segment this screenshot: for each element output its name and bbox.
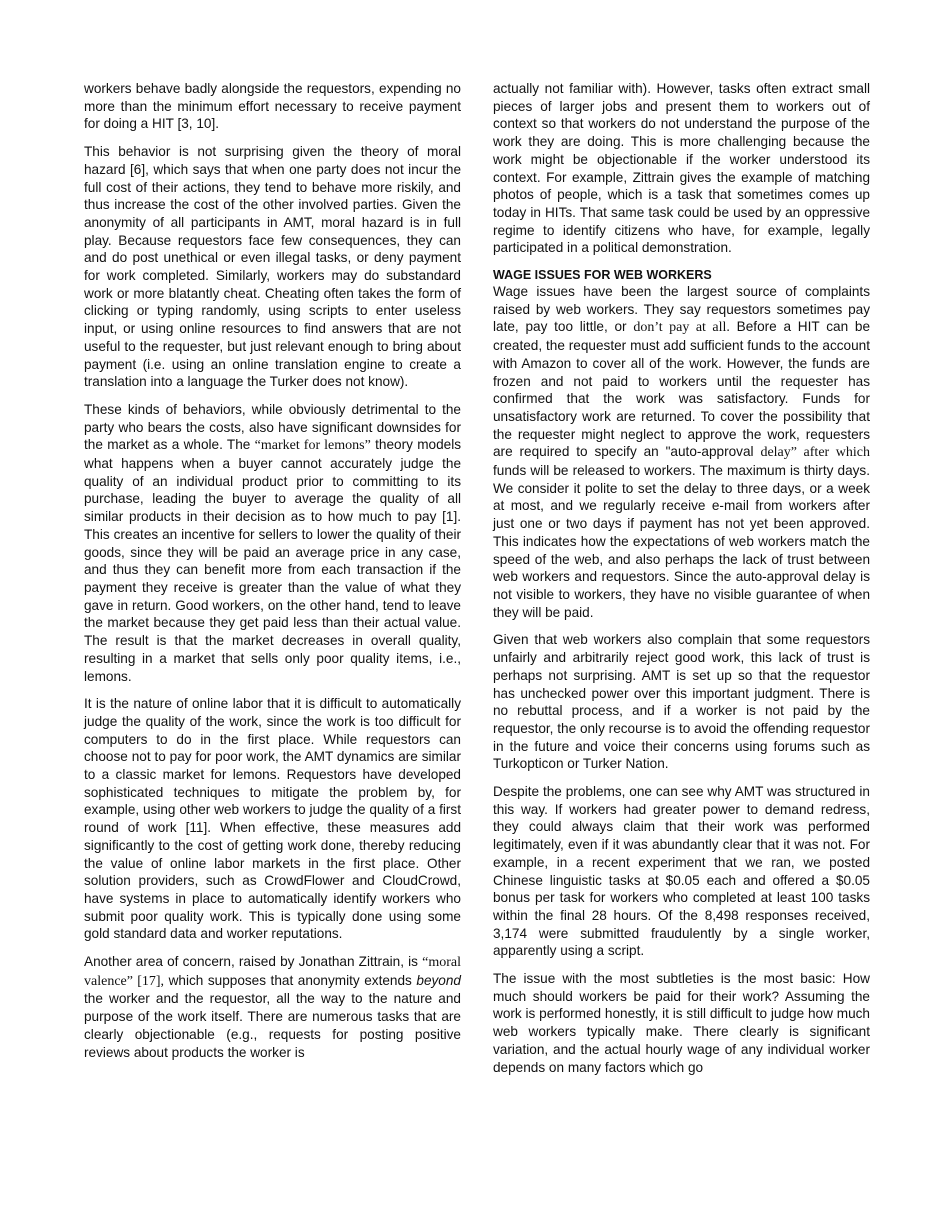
section-heading: WAGE ISSUES FOR WEB WORKERS <box>493 268 712 283</box>
paragraph: This behavior is not surprising given the theory of moral hazard [6], which says that when one party does not incur the full cost of their actions, they tend to behave more riskily, and thus increase the cost of the other involved parties. Given the anonymity of all participants in AMT, moral hazard is in full play. Because requestors face few consequences, they can and do post unethical or even illegal tasks, or deny payment for work completed. Similarly, workers may do substandard work or more blatantly cheat. Cheating often takes the form of clicking or typing randomly, using scripts to enter useless input, or using online resources to find answers that are not useful to the requester, but just relevant enough to bring about payment (i.e. using an online translation engine to create a translation into a language the Turker does not know). <box>84 144 461 390</box>
paragraph: actually not familiar with). However, tasks often extract small pieces of larger jobs and present them to workers out of context so that workers do not understand the purpose of the work they are doing. This is more challenging because the work might be objectionable if the worker understood its context. For example, Zittrain gives the example of matching photos of people, which is a task that sometimes comes up today in HITs. That same task could be used by an oppressive regime to identify citizens who have, for example, legally participated in a political demonstration. <box>493 81 870 256</box>
text-run: the worker and the requestor, all the way to the nature and purpose of the work itself. There are numerous tasks that are clearly objectionable (e.g., requests for posting positive reviews about products the worker is <box>84 991 461 1060</box>
text-run: theory models what happens when a buyer cannot accurately judge the quality of an individual product prior to committing to its purchase, leading the buyer to average the quality of all similar products in their decision as to how much to pay [1]. This creates an incentive for sellers to lower the quality of their goods, since they will be paid an average price in any case, and thus they can benefit more from each transaction if the payment they receive is greater than the value of what they gave in return. Good workers, on the other hand, tend to leave the market because they get paid less than their actual value. The result is that the market decreases in overall quality, resulting in a market that sells only poor quality items, i.e., lemons. <box>84 437 462 684</box>
text-run: don’t pay at all. <box>633 320 730 336</box>
paragraph: It is the nature of online labor that it is difficult to automatically judge the quality of the work, since the work is too difficult for computers to do in the first place. While requestors can choose not to pay for poor work, the AMT dynamics are similar to a classic market for lemons. Requestors have developed sophisticated techniques to mitigate the problem by, for example, using other web workers to judge the quality of a first round of work [11]. When effective, these measures add significantly to the cost of getting work done, thereby reducing the value of online labor markets in the first place. Other solution providers, such as CrowdFlower and CloudCrowd, have systems in place to automatically identify workers who submit poor quality work. This is typically done using some gold standard data and worker reputations. <box>84 696 461 942</box>
right-column <box>493 80 870 1086</box>
paragraph: Despite the problems, one can see why AMT was structured in this way. If workers had greater power to demand redress, they could always claim that their work was performed legitimately, even if it was abundantly clear that it was not. For example, in a recent experiment that we ran, we posted Chinese linguistic tasks at $0.05 each and offered a $0.05 bonus per task for workers who completed at least 100 tasks within the final 28 hours. Of the 8,498 responses received, 3,174 were submitted fraudulently by a single worker, apparently using a script. <box>493 784 870 959</box>
text-run: funds will be released to workers. The maximum is thirty days. We consider it polite to set the delay to three days, or a week at most, and we regularly receive e-mail from workers after just one or two days if payment has not yet been approved. This indicates how the expectations of web workers match the speed of the web, and also perhaps the lack of trust between web workers and requestors. Since the auto-approval delay is not visible to workers, they have no visible guarantee of when they will be paid. <box>493 463 870 620</box>
text-run: Another area of concern, raised by Jonathan Zittrain, is <box>84 954 418 970</box>
text-run: “moral valence” [17], <box>84 955 461 989</box>
left-column <box>84 80 461 1071</box>
text-run: Before a HIT can be created, the requester must add sufficient funds to the account with Amazon to cover all of the work. However, the funds are frozen and not paid to workers until the requester has confirmed that the work was satisfactory. Funds for unsatisfactory work are returned. To cover the possibility that the requester might neglect to approve the work, requesters are required to specify an "auto-approval <box>493 319 871 460</box>
text-run: which supposes that anonymity extends <box>168 972 412 988</box>
paragraph <box>84 401 461 685</box>
paragraph <box>84 953 461 1061</box>
paragraph <box>493 283 870 621</box>
paragraph: workers behave badly alongside the requestors, expending no more than the minimum effort necessary to receive payment for doing a HIT [3, 10]. <box>84 81 461 132</box>
text-run: delay” after which <box>760 445 870 461</box>
paragraph: Given that web workers also complain that some requestors unfairly and arbitrarily reject good work, this lack of trust is perhaps not surprising. AMT is set up so that the requestor has unchecked power over this important judgment. There is no rebuttal process, and if a worker is not paid by the requestor, the only recourse is to avoid the offending requestor in the future and voice their concerns using forums such as Turkopticon or Turker Nation. <box>493 632 870 772</box>
paragraph: The issue with the most subtleties is the most basic: How much should workers be paid for their work? Assuming the work is performed honestly, it is still difficult to judge how much web workers typically make. There clearly is significant variation, and the actual hourly wage of any individual worker depends on many factors which go <box>493 971 870 1075</box>
text-run: beyond <box>416 972 461 988</box>
text-run: Wage issues have been the largest source of complaints raised by web workers. They say requestors sometimes pay late, pay too little, or <box>493 284 870 335</box>
text-run: These kinds of behaviors, while obviously detrimental to the party who bears the costs, also have significant downsides for the market as a whole. The <box>84 401 461 453</box>
text-run: “market for lemons” <box>254 438 371 454</box>
